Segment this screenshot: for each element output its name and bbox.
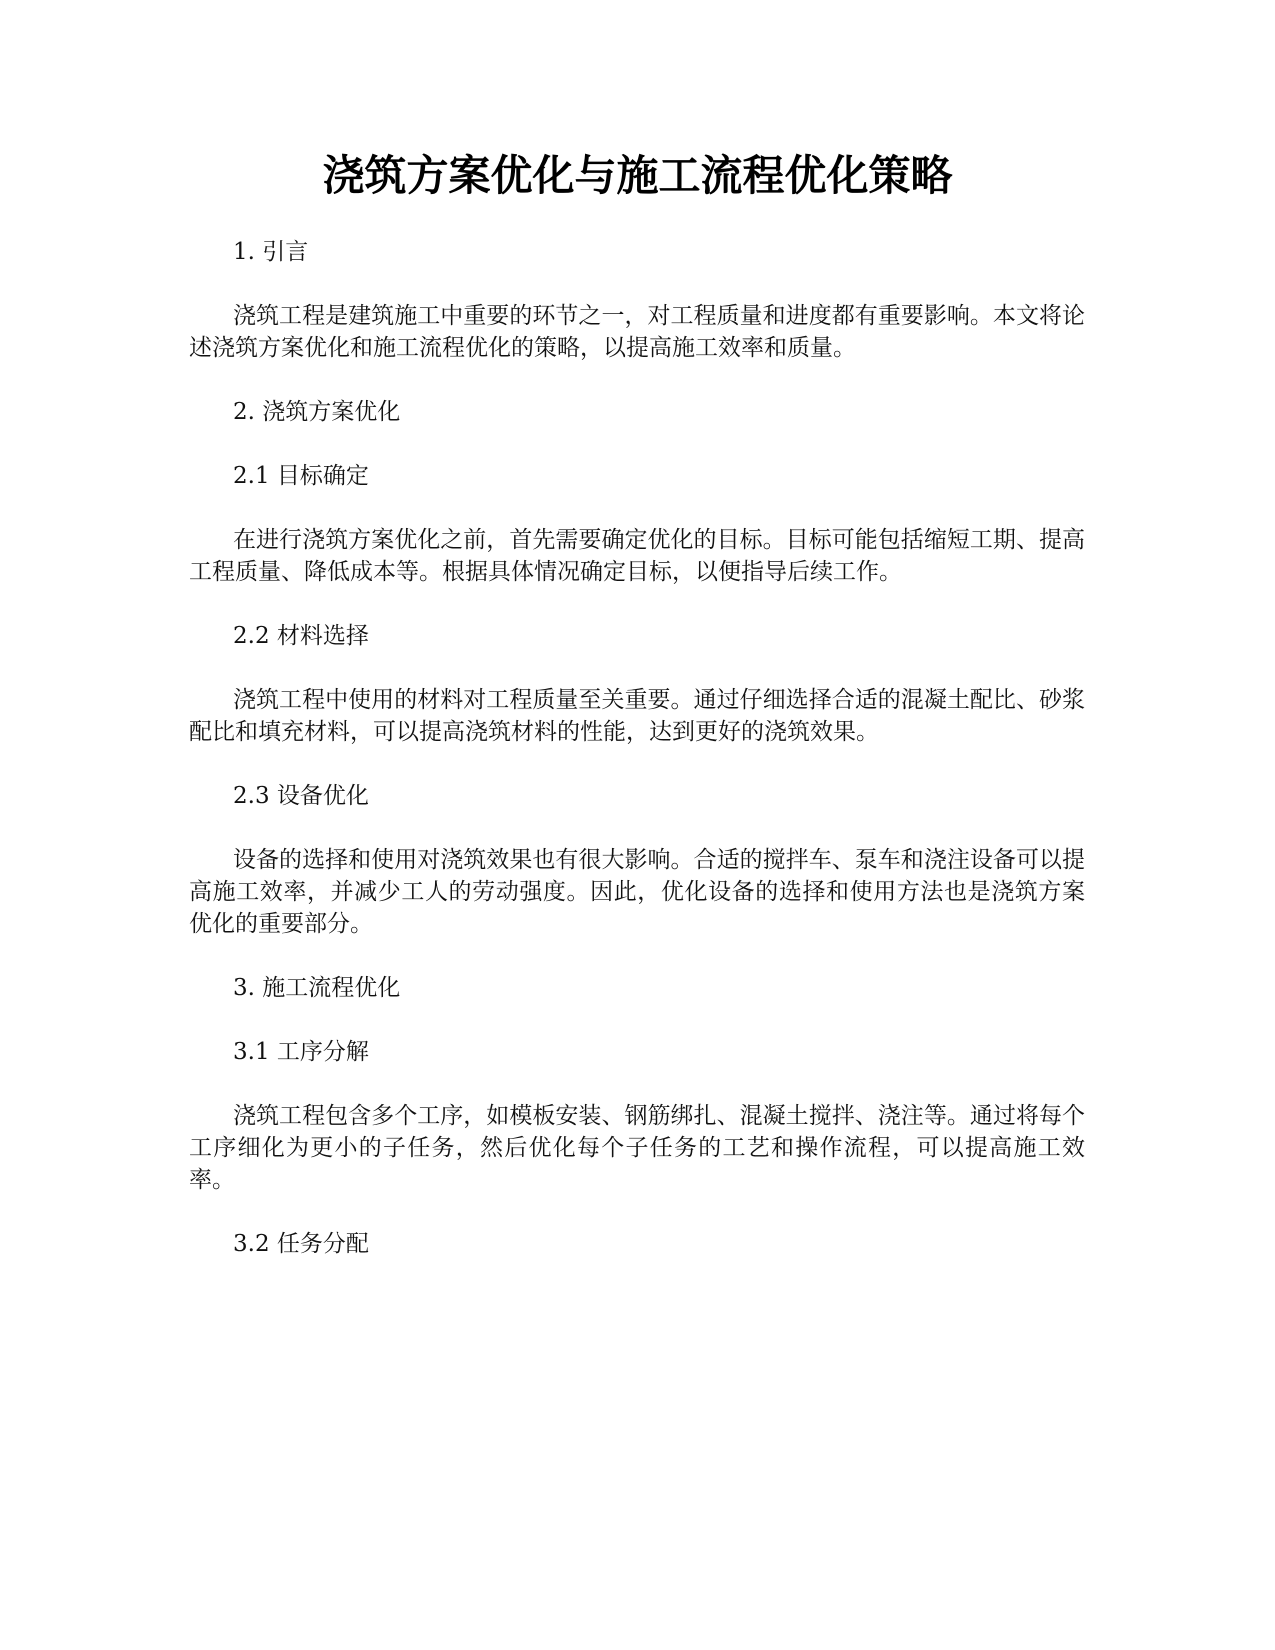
document-body — [189, 236, 1085, 1292]
paragraph-goals: 在进行浇筑方案优化之前，首先需要确定优化的目标。目标可能包括缩短工期、提高工程质量、降低成本等。根据具体情况确定目标，以便指导后续工作。 — [189, 527, 1085, 585]
section-heading-intro: 1. 引言 — [233, 239, 309, 265]
section-heading-construction-process: 3. 施工流程优化 — [233, 975, 401, 1001]
document-title: 浇筑方案优化与施工流程优化策略 — [322, 151, 953, 200]
subsection-heading-goals: 2.1 目标确定 — [233, 463, 369, 489]
paragraph-materials: 浇筑工程中使用的材料对工程质量至关重要。通过仔细选择合适的混凝土配比、砂浆配比和填充材料，可以提高浇筑材料的性能，达到更好的浇筑效果。 — [189, 687, 1085, 745]
paragraph-equipment: 设备的选择和使用对浇筑效果也有很大影响。合适的搅拌车、泵车和浇注设备可以提高施工效率，并减少工人的劳动强度。因此，优化设备的选择和使用方法也是浇筑方案优化的重要部分。 — [189, 847, 1085, 937]
section-heading-pouring-plan: 2. 浇筑方案优化 — [233, 399, 401, 425]
paragraph-process-breakdown: 浇筑工程包含多个工序，如模板安装、钢筋绑扎、混凝土搅拌、浇注等。通过将每个工序细化为更小的子任务，然后优化每个子任务的工艺和操作流程，可以提高施工效率。 — [189, 1103, 1085, 1193]
subsection-heading-task-assignment: 3.2 任务分配 — [233, 1231, 369, 1257]
subsection-heading-materials: 2.2 材料选择 — [233, 623, 369, 649]
subsection-heading-process-breakdown: 3.1 工序分解 — [233, 1039, 369, 1065]
subsection-heading-equipment: 2.3 设备优化 — [233, 783, 369, 809]
paragraph-intro: 浇筑工程是建筑施工中重要的环节之一，对工程质量和进度都有重要影响。本文将论述浇筑方案优化和施工流程优化的策略，以提高施工效率和质量。 — [189, 303, 1085, 361]
